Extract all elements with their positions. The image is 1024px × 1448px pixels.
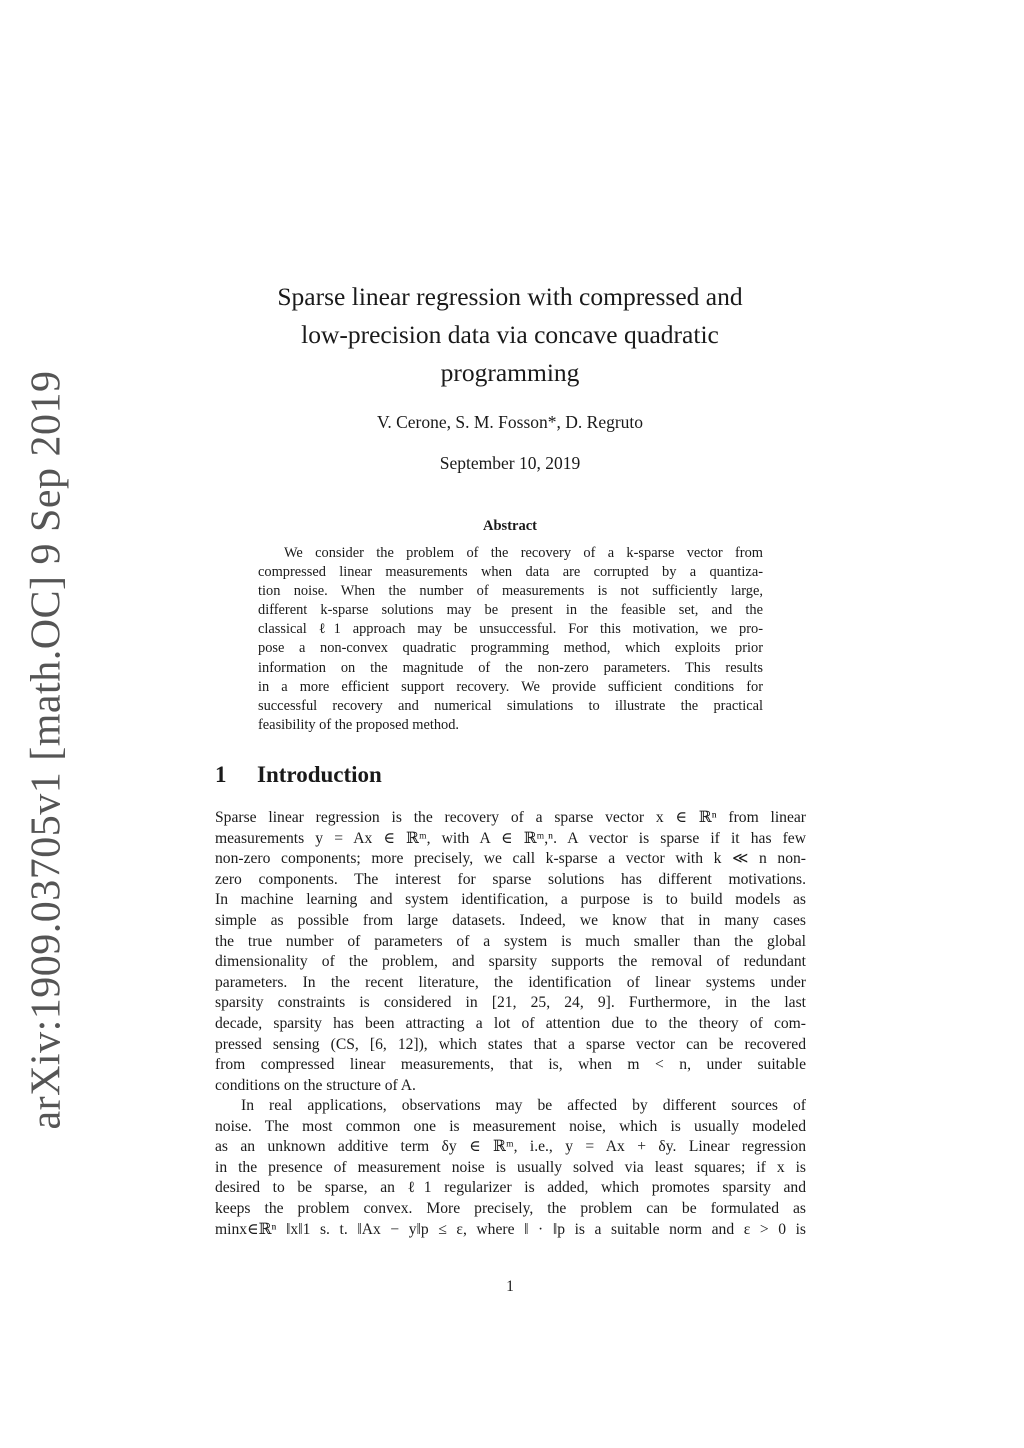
- abstract-line: in a more efficient support recovery. We provide sufficient conditions for: [258, 678, 763, 695]
- abstract-line: classical ℓ1 approach may be unsuccessful. For this motivation, we pro-: [258, 621, 763, 638]
- text-line: measurements y = Ax ∈ ℝᵐ, with A ∈ ℝᵐ,ⁿ. A vector is sparse if it has few: [215, 829, 806, 847]
- text-line: keeps the problem convex. More precisely, the problem can be formulated as: [215, 1199, 806, 1217]
- authors: V. Cerone, S. M. Fosson*, D. Regruto: [376, 412, 644, 432]
- text-line: as an unknown additive term δy ∈ ℝᵐ, i.e., y = Ax + δy. Linear regression: [215, 1138, 806, 1156]
- title-line: Sparse linear regression with compressed and: [277, 282, 743, 311]
- text-line: parameters. In the recent literature, the identification of linear systems under: [215, 973, 806, 991]
- section-number: 1: [215, 762, 227, 787]
- text-line: in the presence of measurement noise is usually solved via least squares; if x is: [215, 1158, 806, 1176]
- text-line: zero components. The interest for sparse solutions has different motivations.: [215, 870, 806, 888]
- abstract-body: [258, 544, 763, 735]
- text-line: In real applications, observations may be affected by different sources of: [241, 1097, 806, 1114]
- abstract-line: compressed linear measurements when data are corrupted by a quantiza-: [258, 564, 763, 581]
- section-title: Introduction: [257, 762, 382, 787]
- abstract-line: successful recovery and numerical simulations to illustrate the practical: [258, 697, 763, 714]
- text-line: pressed sensing (CS, [6, 12]), which states that a sparse vector can be recovered: [215, 1035, 806, 1053]
- title-line: low-precision data via concave quadratic: [301, 320, 719, 349]
- text-line: In machine learning and system identification, a purpose is to build models as: [215, 891, 806, 909]
- intro-paragraph-1: [215, 808, 806, 1096]
- arxiv-stamp: [18, 370, 76, 1130]
- text-line: from compressed linear measurements, that is, when m < n, under suitable: [215, 1056, 806, 1074]
- abstract-line: information on the magnitude of the non-zero parameters. This results: [258, 659, 763, 676]
- date: September 10, 2019: [439, 453, 581, 473]
- intro-paragraph-2: [215, 1096, 806, 1240]
- text-line: non-zero components; more precisely, we call k-sparse a vector with k ≪ n non-: [215, 850, 806, 868]
- abstract-line: feasibility of the proposed method.: [258, 716, 460, 733]
- text-line: Sparse linear regression is the recovery of a sparse vector x ∈ ℝⁿ from linear: [215, 809, 806, 826]
- text-line: dimensionality of the problem, and sparsity supports the removal of redundant: [215, 953, 806, 971]
- abstract-line: We consider the problem of the recovery of a k-sparse vector from: [284, 545, 763, 561]
- abstract-line: different k-sparse solutions may be present in the feasible set, and the: [258, 602, 763, 619]
- text-line: noise. The most common one is measurement noise, which is usually modeled: [215, 1117, 806, 1135]
- abstract-line: pose a non-convex quadratic programming method, which exploits prior: [258, 640, 763, 657]
- abstract-heading: Abstract: [483, 518, 537, 534]
- paper-title: [215, 278, 805, 392]
- text-line: the true number of parameters of a system is much smaller than the global: [215, 932, 806, 950]
- text-line: minx∈ℝⁿ ‖x‖1 s. t. ‖Ax − y‖p ≤ ε, where ‖ · ‖p is a suitable norm and ε > 0 is: [215, 1220, 806, 1238]
- text-line: desired to be sparse, an ℓ1 regularizer is added, which promotes sparsity and: [215, 1179, 806, 1197]
- text-line: sparsity constraints is considered in [21, 25, 24, 9]. Furthermore, in the last: [215, 994, 806, 1012]
- abstract-line: tion noise. When the number of measurements is not sufficiently large,: [258, 583, 763, 600]
- arxiv-stamp-text: arXiv:1909.03705v1 [math.OC] 9 Sep 2019: [24, 370, 70, 1130]
- page-number: 1: [506, 1278, 514, 1295]
- section-heading: [215, 762, 805, 788]
- text-line: conditions on the structure of A.: [215, 1076, 416, 1094]
- text-line: decade, sparsity has been attracting a lot of attention due to the theory of com-: [215, 1014, 806, 1032]
- title-line: programming: [440, 358, 580, 387]
- text-line: simple as possible from large datasets. Indeed, we know that in many cases: [215, 911, 806, 929]
